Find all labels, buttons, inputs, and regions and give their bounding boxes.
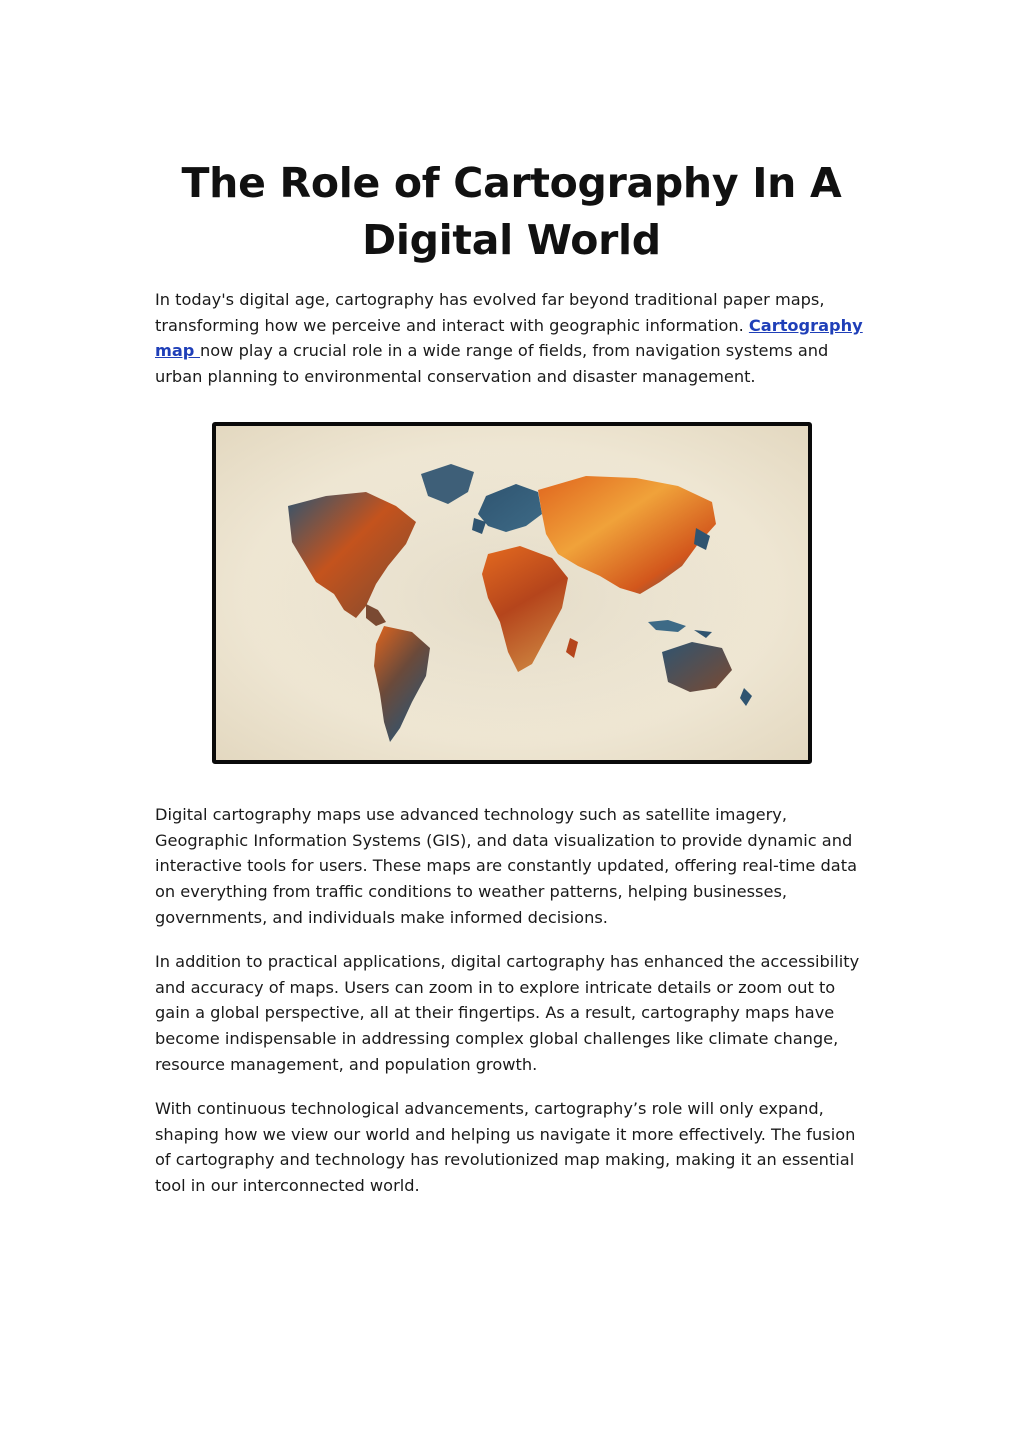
paragraph-2: Digital cartography maps use advanced technology such as satellite imagery, Geographic Information Systems (GIS), and data visualization to provide dynamic and interactive tools for users. These maps are constantly updated, offering real-time data on everything from traffic conditions to weather patterns, helping businesses, governments, and individuals make informed decisions. [155,805,857,927]
paragraph-4: With continuous technological advancements, cartography’s role will only expand, shaping how we view our world and helping us navigate it more effectively. The fusion of cartography and technology has revolutionized map making, making it an essential tool in our interconnected world. [155,1099,856,1195]
intro-paragraph [155,287,875,389]
paragraph-3: In addition to practical applications, digital cartography has enhanced the accessibility and accuracy of maps. Users can zoom in to explore intricate details or zoom out to gain a global perspective, all at their fingertips. As a result, cartography maps have become indispensable in addressing complex global challenges like climate change, resource management, and population growth. [155,952,860,1074]
cartography-map-link[interactable]: Cartography map [155,315,863,361]
world-map-illustration [216,426,808,760]
intro-text-start: In today's digital age, cartography has evolved far beyond traditional paper maps, transforming how we perceive and interact with geographic information. [155,290,825,335]
world-map-image [212,422,812,764]
page-title: The Role of Cartography In A Digital World [181,159,842,265]
intro-text-end: now play a crucial role in a wide range of fields, from navigation systems and urban planning to environmental conservation and disaster management. [155,341,829,386]
